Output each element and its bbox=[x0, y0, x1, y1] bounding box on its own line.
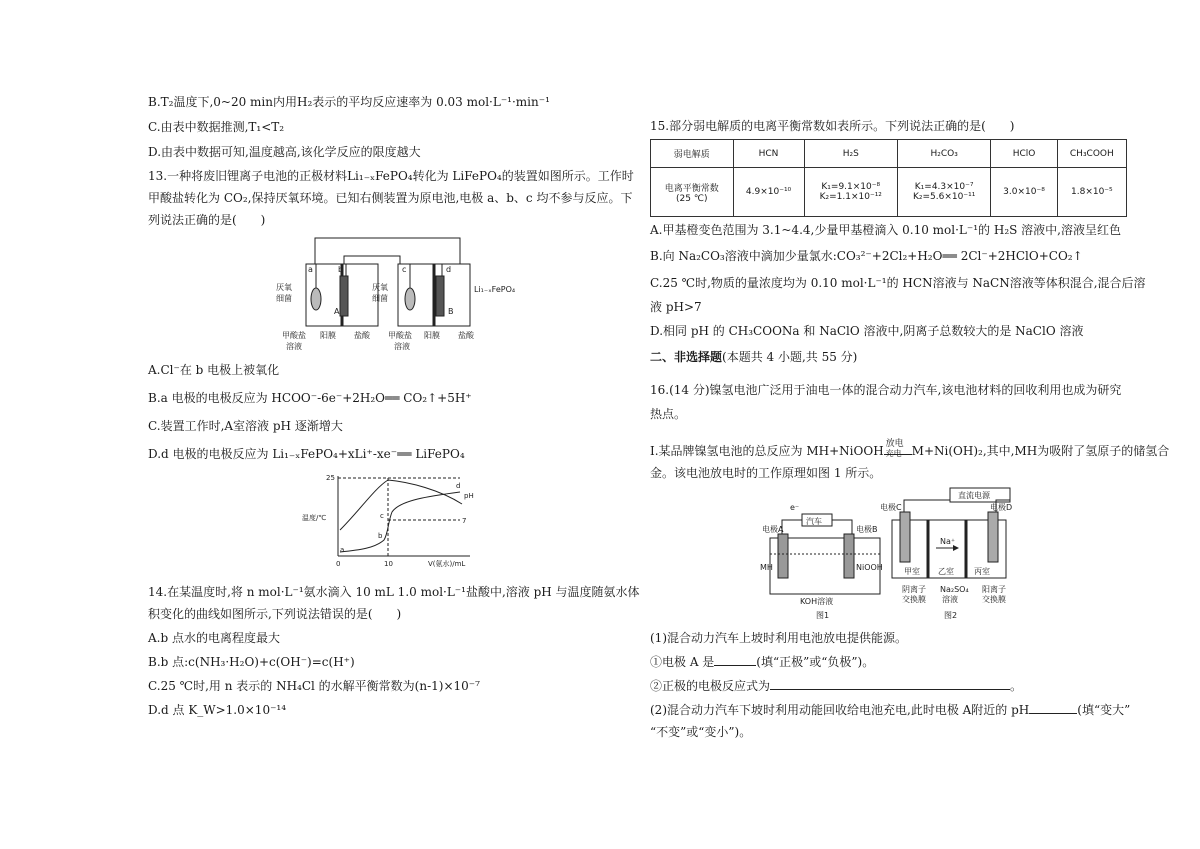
q12-option-c: C.由表中数据推测,T₁<T₂ bbox=[148, 120, 285, 134]
y-tick-25: 25 bbox=[326, 474, 335, 482]
q12-option-b: B.T₂温度下,0~20 min内用H₂表示的平均反应速率为 0.03 mol·L⁻¹·min⁻¹ bbox=[148, 95, 550, 109]
label-d: d bbox=[446, 265, 452, 274]
label-a: a bbox=[308, 265, 313, 274]
fig2-chamber-b: 乙室 bbox=[938, 567, 954, 576]
table-header-cell: H₂S bbox=[804, 140, 897, 168]
label-b: b bbox=[338, 265, 344, 274]
fig2-solution1: Na₂SO₄ bbox=[940, 585, 969, 594]
solution-label-1: 甲酸盐 bbox=[282, 331, 306, 340]
bacteria-label-3: 厌氧 bbox=[372, 283, 388, 292]
q16-part2-line2: “不变”或“变小”)。 bbox=[650, 725, 752, 739]
q16-part1-line1: Ⅰ.某品牌镍氢电池的总反应为 MH+NiOOH 放电 充电 M+Ni(OH)₂,其中,MH为吸附了氢原子的储氢合 bbox=[650, 439, 1170, 458]
solution-label-1b: 溶液 bbox=[286, 342, 302, 351]
fig2-power: 直流电源 bbox=[958, 491, 990, 500]
fig1-koh: KOH溶液 bbox=[800, 597, 834, 606]
q16-part1-q2: ②正极的电极反应式为 。 bbox=[650, 679, 1023, 693]
q15-stem: 15.部分弱电解质的电离平衡常数如表所示。下列说法正确的是( ) bbox=[650, 119, 1015, 133]
fig2-membrane2b: 交换膜 bbox=[982, 595, 1006, 604]
fig1-electrode-b: 电极B bbox=[856, 525, 878, 534]
fig1-caption: 图1 bbox=[816, 611, 830, 620]
table-cell-h2co3: K₁=4.3×10⁻⁷ K₂=5.6×10⁻¹¹ bbox=[897, 168, 990, 217]
q15-option-c-line2: 液 pH>7 bbox=[650, 300, 702, 314]
q15-option-d: D.相同 pH 的 CH₃COONa 和 NaClO 溶液中,阴离子总数较大的是 NaClO 溶液 bbox=[650, 324, 1084, 338]
q13-stem-line2: 甲酸盐转化为 CO₂,保持厌氧环境。已知右侧装置为原电池,电极 a、b、c 均不参与反应。下 bbox=[148, 191, 633, 205]
point-d: d bbox=[456, 482, 461, 490]
fig2-chamber-c: 丙室 bbox=[974, 567, 990, 576]
fig2-caption: 图2 bbox=[944, 611, 958, 620]
membrane-label-1: 阳膜 bbox=[320, 331, 336, 340]
q14-option-d: D.d 点 K_W>1.0×10⁻¹⁴ bbox=[148, 703, 287, 717]
table-header-cell: 弱电解质 bbox=[651, 140, 734, 168]
q16-part1: (1)混合动力汽车上坡时利用电池放电提供能源。 bbox=[650, 631, 907, 645]
bacteria-label-4: 细菌 bbox=[372, 294, 388, 303]
q16-stem-line2: 热点。 bbox=[650, 407, 687, 421]
q13-option-b: B.a 电极的电极反应为 HCOO⁻-6e⁻+2H₂O══ CO₂↑+5H⁺ bbox=[148, 391, 472, 405]
fig1-electrode-a: 电极A bbox=[762, 525, 784, 534]
q16-part1-q1: ①电极 A 是 (填“正极”或“负极”)。 bbox=[650, 655, 875, 669]
q12-option-d: D.由表中数据可知,温度越高,该化学反应的限度越大 bbox=[148, 145, 421, 159]
x-axis-label: V(氨水)/mL bbox=[428, 560, 466, 568]
q16-part2-line1: (2)混合动力汽车下坡时利用动能回收给电池充电,此时电极 A附近的 pH (填“变大” bbox=[650, 703, 1131, 717]
ph-label: pH bbox=[464, 492, 474, 500]
q14-stem-line2: 积变化的曲线如图所示,下列说法错误的是( ) bbox=[148, 607, 402, 621]
fig2-electrode-d: 电极D bbox=[990, 503, 1013, 512]
label-c: c bbox=[402, 265, 407, 274]
bacteria-label-2: 细菌 bbox=[276, 294, 292, 303]
q13-option-d: D.d 电极的电极反应为 Li₁₋ₓFePO₄+xLi⁺-xe⁻══ LiFePO₄ bbox=[148, 447, 465, 461]
table-header-cell: H₂CO₃ bbox=[897, 140, 990, 168]
fig2-na: Na⁺ bbox=[940, 537, 956, 546]
section-2-heading: 二、非选择题(本题共 4 小题,共 55 分) bbox=[650, 350, 858, 364]
table-cell-ch3cooh: 1.8×10⁻⁵ bbox=[1057, 168, 1126, 217]
table-cell-h2s: K₁=9.1×10⁻⁸ K₂=1.1×10⁻¹² bbox=[804, 168, 897, 217]
fig1-niooh: NiOOH bbox=[856, 563, 883, 572]
q16-stem-line1: 16.(14 分)镍氢电池广泛用于油电一体的混合动力汽车,该电池材料的回收利用也成为研究 bbox=[650, 383, 1122, 397]
x-tick-0: 0 bbox=[336, 560, 341, 568]
ionization-table bbox=[650, 139, 1127, 217]
q13-option-c: C.装置工作时,A室溶液 pH 逐渐增大 bbox=[148, 419, 343, 433]
fig2-electrode-c: 电极C bbox=[880, 503, 902, 512]
label-B: B bbox=[448, 307, 454, 316]
acid-label-2: 盐酸 bbox=[458, 331, 474, 340]
fig2-solution2: 溶液 bbox=[942, 595, 958, 604]
q16-figures bbox=[760, 484, 1140, 624]
point-c: c bbox=[380, 512, 384, 520]
q15-option-c-line1: C.25 ℃时,物质的量浓度均为 0.10 mol·L⁻¹的 HCN溶液与 NaCN溶液等体积混合,混合后溶 bbox=[650, 276, 1146, 290]
membrane-label-2: 阳膜 bbox=[424, 331, 440, 340]
y-axis-label: 温度/℃ bbox=[302, 514, 327, 522]
q14-option-c: C.25 ℃时,用 n 表示的 NH₄Cl 的水解平衡常数为(n-1)×10⁻⁷ bbox=[148, 679, 480, 693]
point-a: a bbox=[340, 546, 345, 554]
table-header-cell: HClO bbox=[991, 140, 1057, 168]
fig2-membrane1b: 交换膜 bbox=[902, 595, 926, 604]
table-cell-hcn: 4.9×10⁻¹⁰ bbox=[733, 168, 804, 217]
q16-part1-line2: 金。该电池放电时的工作原理如图 1 所示。 bbox=[650, 466, 882, 480]
q14-option-b: B.b 点:c(NH₃·H₂O)+c(OH⁻)=c(H⁺) bbox=[148, 655, 355, 669]
q14-option-a: A.b 点水的电离程度最大 bbox=[148, 631, 280, 645]
fig1-electron: e⁻ bbox=[790, 503, 800, 512]
q15-option-a: A.甲基橙变色范围为 3.1~4.4,少量甲基橙滴入 0.10 mol·L⁻¹的 H₂S 溶液中,溶液呈红色 bbox=[650, 223, 1121, 237]
point-b: b bbox=[378, 532, 383, 540]
fig2-membrane1a: 阴离子 bbox=[902, 585, 926, 594]
q14-figure bbox=[300, 470, 480, 576]
fig1-car: 汽车 bbox=[806, 517, 822, 526]
lifepo4-label: Li₁₋ₓFePO₄ bbox=[474, 285, 516, 294]
fig1-mh: MH bbox=[760, 563, 773, 572]
solution-label-2: 甲酸盐 bbox=[388, 331, 412, 340]
bacteria-label-1: 厌氧 bbox=[276, 283, 292, 292]
fig2-chamber-a: 甲室 bbox=[904, 567, 920, 576]
q13-figure bbox=[270, 234, 520, 358]
acid-label-1: 盐酸 bbox=[354, 331, 370, 340]
q15-option-b: B.向 Na₂CO₃溶液中滴加少量氯水:CO₃²⁻+2Cl₂+H₂O══ 2Cl⁻+2HClO+CO₂↑ bbox=[650, 249, 1083, 263]
q13-stem-line3: 列说法正确的是( ) bbox=[148, 213, 266, 227]
ph7-label: 7 bbox=[462, 517, 467, 525]
q13-stem-line1: 13.一种将废旧锂离子电池的正极材料Li₁₋ₓFePO₄转化为 LiFePO₄的装置如图所示。工作时 bbox=[148, 169, 634, 183]
fig2-membrane2a: 阳离子 bbox=[982, 585, 1006, 594]
label-A: A bbox=[334, 307, 340, 316]
table-header-cell: CH₃COOH bbox=[1057, 140, 1126, 168]
q14-stem-line1: 14.在某温度时,将 n mol·L⁻¹氨水滴入 10 mL 1.0 mol·L⁻¹盐酸中,溶液 pH 与温度随氨水体 bbox=[148, 585, 640, 599]
table-row-label: 电离平衡常数 (25 ℃) bbox=[651, 168, 734, 217]
table-header-cell: HCN bbox=[733, 140, 804, 168]
solution-label-2b: 溶液 bbox=[394, 342, 410, 351]
q13-option-a: A.Cl⁻在 b 电极上被氧化 bbox=[148, 363, 280, 377]
table-cell-hclo: 3.0×10⁻⁸ bbox=[991, 168, 1057, 217]
x-tick-10: 10 bbox=[384, 560, 393, 568]
